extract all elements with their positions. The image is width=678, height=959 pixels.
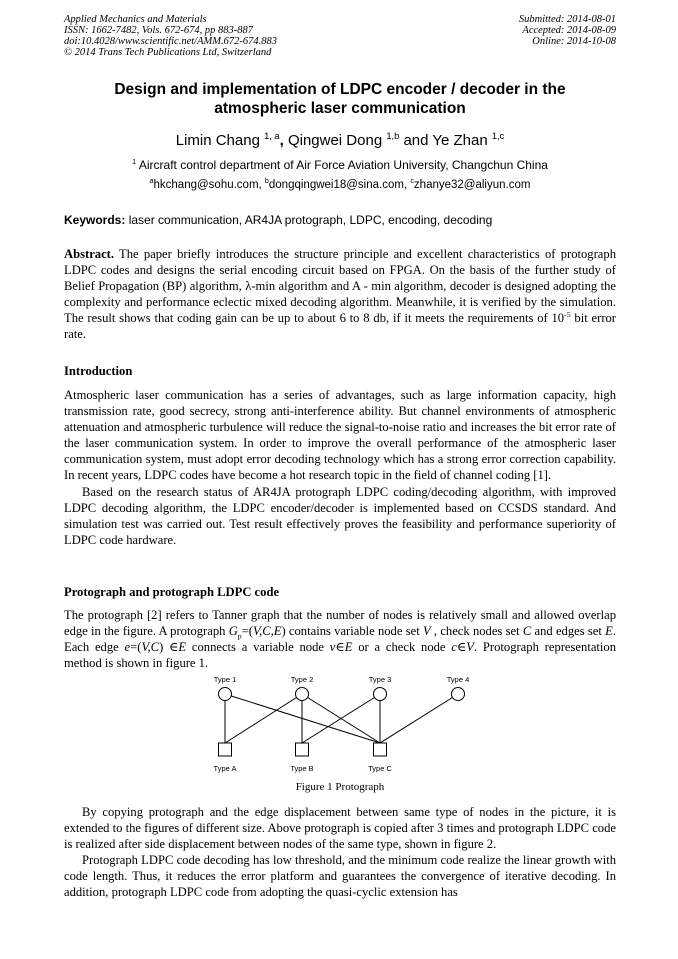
node-label-type-b: Type B [290,764,314,773]
intro-paragraph-2: Based on the research status of AR4JA protograph LDPC coding/decoding algorithm, with improved LDPC decoding algorithm, the LDPC encoder/decoder is implemented based on CCSDS standard. And simulation test was carried out. Test result effectively proves the feasibility and performance superiority of LDPC code hardware. [64,484,616,547]
title-line-1: Design and implementation of LDPC encoder / decoder in the [114,81,566,98]
check-node [219,743,232,756]
check-node [374,743,387,756]
abstract-text: The paper briefly introduces the structure principle and excellent characteristics of protograph LDPC codes and designs the serial encoding circuit based on FPGA. On the basis of the further study of Belief Propagation (BP) algorithm, λ-min algorithm and A - min algorithm, decoder is designed adopting the complexity and performance eclectic mixed decoding algorithm. Meanwhile, it is verified by the simulation. The result shows that coding gain can be up to about 6 to 8 db, if it meets the requirements of 10 [64,247,616,326]
protograph-figure [200,674,490,778]
issn: ISSN: 1662-7482, Vols. 672-674, pp 883-887 [64,25,253,36]
edge [225,694,302,743]
protograph-paragraph: The protograph [2] refers to Tanner graph that the number of nodes is relatively small and allowed overlap edge in the figure. A protograph $G_p=(V,C,E)$ contains variable node set V , check nodes set C and edges set E. Each edge e=(V,C) ∈E connects a variable node v∈E or a check node c∈V. Protograph representation method is shown in figure 1. [64,608,616,671]
protograph-body [64,607,616,671]
abstract-exponent: -5 [564,310,571,320]
email-b: dongqingwei18@sina.com, [268,179,411,191]
intro-heading: Introduction [64,364,133,378]
author-2: Qingwei Dong [283,132,383,149]
node-label-type-c: Type C [368,764,392,773]
submitted-date: Submitted: 2014-08-01 [518,14,616,25]
intro-body [64,387,616,548]
keywords-label: Keywords: [64,213,126,227]
node-label-type-a: Type A [213,764,237,773]
variable-node [452,688,465,701]
affiliation-text: Aircraft control department of Air Force Aviation University, Changchun China [136,158,548,172]
header-left [64,14,277,58]
copyright: © 2014 Trans Tech Publications Ltd, Switzerland [64,47,272,58]
abstract-label: Abstract. [64,247,115,261]
email-a-sup: a [149,177,154,186]
author-3: and Ye Zhan [399,132,488,149]
variable-node [296,688,309,701]
author-2-sup: 1,b [386,131,400,141]
author-1-sup: 1, a [264,131,280,141]
affiliation [64,158,616,172]
paragraph-decoding: Protograph LDPC code decoding has low threshold, and the minimum code realize the linear growth with code length. Thus, it reduces the error platform and guarantees the convergence of iterative decoding. In addition, protograph LDPC code from adopting the quasi-cyclic extension has [64,853,616,900]
check-node [296,743,309,756]
email-b-sup: b [264,177,269,186]
journal-name: Applied Mechanics and Materials [64,14,207,25]
email-c-sup: c [410,177,414,186]
variable-node [374,688,387,701]
node-label-type-1: Type 1 [213,675,237,684]
abstract-end: bit error rate. [64,311,616,342]
accepted-date: Accepted: 2014-08-09 [522,25,616,36]
edge [380,694,458,743]
node-label-type-2: Type 2 [290,675,314,684]
online-date: Online: 2014-10-08 [532,36,616,47]
affiliation-sup: 1 [132,157,137,166]
node-label-type-3: Type 3 [368,675,392,684]
body-after-figure [64,804,616,901]
author-3-sup: 1,c [491,131,505,141]
author-list [64,132,616,149]
header-right [519,14,616,47]
email-a: hkchang@sohu.com, [153,179,265,191]
paper-title [64,80,616,118]
doi: doi:10.4028/www.scientific.net/AMM.672-674.883 [64,36,277,47]
keywords-text: laser communication, AR4JA protograph, LDPC, encoding, decoding [125,213,493,227]
intro-paragraph-1: Atmospheric laser communication has a series of advantages, such as large information capacity, high transmission rate, good secrecy, strong anti-interference ability. But channel environments of atmospheric attenuation and atmospheric turbulence will reduce the signal-to-noise ratio and increases the bit error rate of the laser communication system. In order to improve the overall performance of the atmospheric laser communication system, must adopt error decoding technology which has a strong error correction capability. In recent years, LDPC codes have become a hot research topic in the field of channel coding [1]. [64,388,616,483]
email-c: zhanye32@aliyun.com [413,179,531,191]
variable-node [219,688,232,701]
node-label-type-4: Type 4 [446,675,470,684]
title-line-2: atmospheric laser communication [214,100,466,117]
abstract [64,246,616,343]
author-sep: , [279,132,284,149]
author-1: Limin Chang [175,132,260,149]
paragraph-copying: By copying protograph and the edge displacement between same type of nodes in the picture, it is extended to the figures of different size. Above protograph is copied after 3 times and protograph LDPC code is realized after side displacement between nodes of the same type, shown in figure 2. [64,805,616,852]
keywords [64,213,616,227]
protograph-heading: Protograph and protograph LDPC code [64,585,280,599]
author-emails [64,179,616,191]
figure-caption: Figure 1 Protograph [295,781,385,793]
